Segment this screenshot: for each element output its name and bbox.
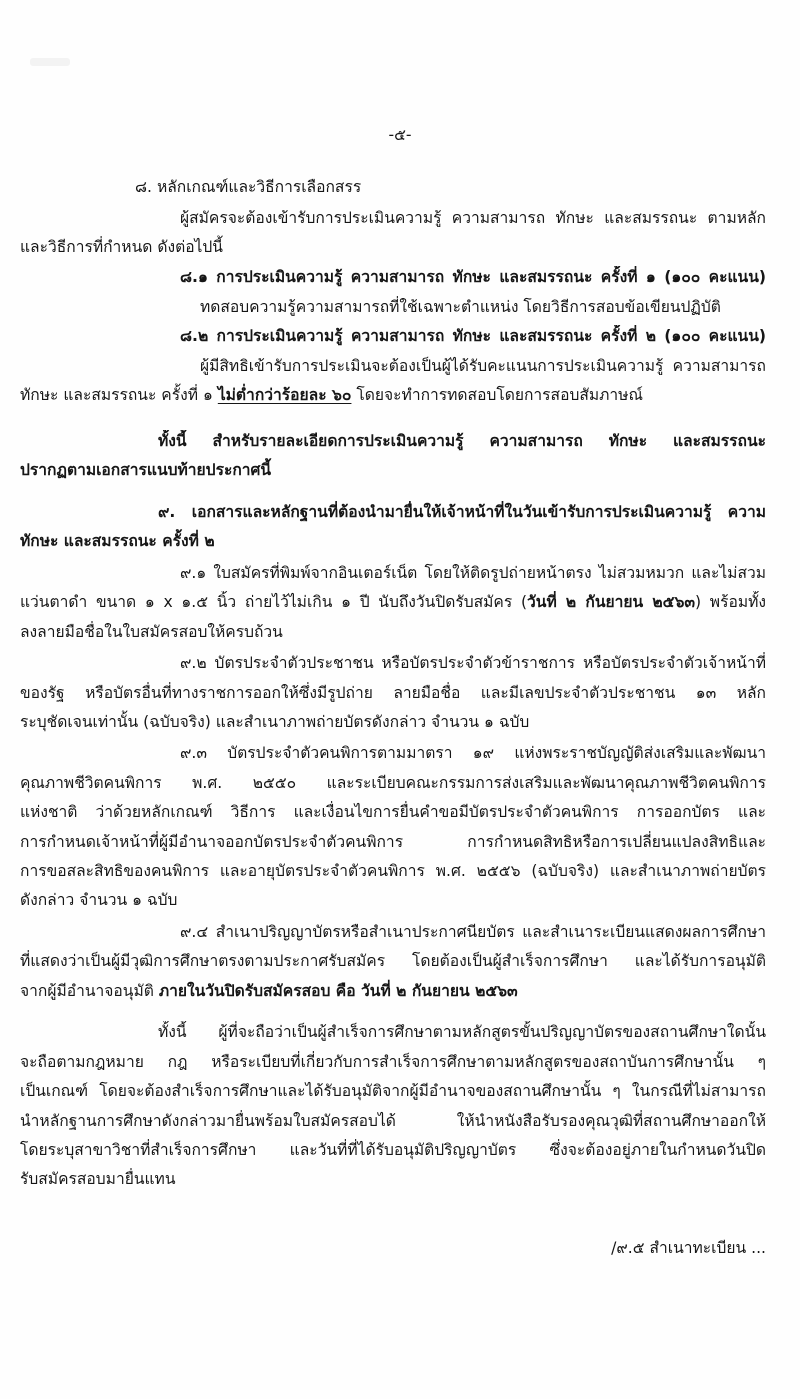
item-9-3-line3: แห่งชาติ ว่าด้วยหลักเกณฑ์ วิธีการ และเงื่อนไขการยื่นคำขอมีบัตรประจำตัวคนพิการ การออกบัตร และ xyxy=(20,803,766,821)
item-9-1-line1: ๙.๑ ใบสมัครที่พิมพ์จากอินเตอร์เน็ต โดยให้ติดรูปถ่ายหน้าตรง ไม่สวมหมวก และไม่สวม xyxy=(180,564,766,582)
section-8-heading: ๘. หลักเกณฑ์และวิธีการเลือกสรร xyxy=(135,178,362,196)
graduation-note-line6: รับสมัครสอบมายื่นแทน xyxy=(20,1170,176,1188)
item-9-4-line3 xyxy=(20,980,518,1002)
subsection-8-2-heading: ๘.๒ การประเมินความรู้ ความสามารถ ทักษะ และสมรรถนะ ครั้งที่ ๒ (๑๐๐ คะแนน) xyxy=(180,327,766,345)
item-9-2-line1: ๙.๒ บัตรประจำตัวประชาชน หรือบัตรประจำตัวข้าราชการ หรือบัตรประจำตัวเจ้าหน้าที่ xyxy=(180,654,766,672)
graduation-note-line4: นำหลักฐานการศึกษาดังกล่าวมายื่นพร้อมใบสมัครสอบได้ ให้นำหนังสือรับรองคุณวุฒิที่สถานศึกษาออกให้ xyxy=(20,1112,766,1130)
item-9-1-line3: ลงลายมือชื่อในใบสมัครสอบให้ครบถ้วน xyxy=(20,623,283,641)
section-8-note-line2: ปรากฏตามเอกสารแนบท้ายประกาศนี้ xyxy=(20,461,272,479)
subsection-8-2-text-b: โดยจะทำการทดสอบโดยการสอบสัมภาษณ์ xyxy=(351,386,643,404)
item-9-3-line5: การขอสละสิทธิของคนพิการ และอายุบัตรประจำตัวคนพิการ พ.ศ. ๒๕๕๖ (ฉบับจริง) และสำเนาภาพถ่ายบัตร xyxy=(20,862,766,880)
section-9-heading-line1: ๙. เอกสารและหลักฐานที่ต้องนำมายื่นให้เจ้าหน้าที่ในวันเข้ารับการประเมินความรู้ ความ xyxy=(158,503,766,521)
section-8-intro-line1: ผู้สมัครจะต้องเข้ารับการประเมินความรู้ ความสามารถ ทักษะ และสมรรถนะ ตามหลัก xyxy=(180,209,766,227)
item-9-1-text-c: ) พร้อมทั้ง xyxy=(695,593,766,611)
graduation-note-line2: จะถือตามกฎหมาย กฎ หรือระเบียบที่เกี่ยวกับการสำเร็จการศึกษาตามหลักสูตรของสถาบันการศึกษานั้น ๆ xyxy=(20,1053,766,1071)
section-8-intro-line2: และวิธีการที่กำหนด ดังต่อไปนี้ xyxy=(20,238,223,256)
subsection-8-2-text-a: ทักษะ และสมรรถนะ ครั้งที่ ๑ xyxy=(20,386,218,404)
graduation-note-line5: โดยระบุสาขาวิชาที่สำเร็จการศึกษา และวันที่ที่ได้รับอนุมัติปริญญาบัตร ซึ่งจะต้องอยู่ภายในกำหนดวันปิด xyxy=(20,1141,766,1159)
item-9-1-text-a: แว่นตาดำ ขนาด ๑ x ๑.๕ นิ้ว ถ่ายไว้ไม่เกิน ๑ ปี นับถึงวันปิดรับสมัคร ( xyxy=(20,593,528,611)
section-9-heading-line2: ทักษะ และสมรรถนะ ครั้งที่ ๒ xyxy=(20,532,215,550)
item-9-3-line2: คุณภาพชีวิตคนพิการ พ.ศ. ๒๕๕๐ และระเบียบคณะกรรมการส่งเสริมและพัฒนาคุณภาพชีวิตคนพิการ xyxy=(20,774,766,792)
graduation-note-line1: ทั้งนี้ ผู้ที่จะถือว่าเป็นผู้สำเร็จการศึกษาตามหลักสูตรขั้นปริญญาบัตรของสถานศึกษาใดนั้น xyxy=(158,1023,766,1041)
graduation-note-line3: เป็นเกณฑ์ โดยจะต้องสำเร็จการศึกษาและได้รับอนุมัติจากผู้มีอำนาจของสถานศึกษานั้น ๆ ในกรณีที่ไม่สามารถ xyxy=(20,1082,766,1100)
item-9-1-deadline: วันที่ ๒ กันยายน ๒๕๖๓ xyxy=(527,593,695,611)
item-9-3-line4: การกำหนดเจ้าหน้าที่ผู้มีอำนาจออกบัตรประจำตัวคนพิการ การกำหนดสิทธิหรือการเปลี่ยนแปลงสิทธิและ xyxy=(20,833,766,851)
item-9-3-line6: ดังกล่าว จำนวน ๑ ฉบับ xyxy=(20,891,178,909)
subsection-8-1-text: ทดสอบความรู้ความสามารถที่ใช้เฉพาะตำแหน่ง โดยวิธีการสอบข้อเขียนปฏิบัติ xyxy=(200,298,721,316)
subsection-8-2-line2 xyxy=(20,384,643,406)
scan-artifact xyxy=(30,58,70,66)
item-9-4-deadline: ภายในวันปิดรับสมัครสอบ คือ วันที่ ๒ กันยายน ๒๕๖๓ xyxy=(158,982,518,1000)
item-9-2-line2: ของรัฐ หรือบัตรอื่นที่ทางราชการออกให้ซึ่งมีรูปถ่าย ลายมือชื่อ และมีเลขประจำตัวประชาชน ๑๓ หลัก xyxy=(20,684,766,702)
item-9-4-line1: ๙.๔ สำเนาปริญญาบัตรหรือสำเนาประกาศนียบัตร และสำเนาระเบียนแสดงผลการศึกษา xyxy=(180,923,766,941)
subsection-8-2-line1: ผู้มีสิทธิเข้ารับการประเมินจะต้องเป็นผู้ได้รับคะแนนการประเมินความรู้ ความสามารถ xyxy=(200,357,766,375)
item-9-4-text-a: จากผู้มีอำนาจอนุมัติ xyxy=(20,982,159,1000)
section-8-note-line1: ทั้งนี้ สำหรับรายละเอียดการประเมินความรู้ ความสามารถ ทักษะ และสมรรถนะ xyxy=(158,432,766,450)
item-9-3-line1: ๙.๓ บัตรประจำตัวคนพิการตามมาตรา ๑๙ แห่งพระราชบัญญัติส่งเสริมและพัฒนา xyxy=(180,744,766,762)
minimum-score-requirement: ไม่ต่ำกว่าร้อยละ ๖๐ xyxy=(217,386,352,404)
item-9-1-line2 xyxy=(20,591,766,613)
item-9-4-line2: ที่แสดงว่าเป็นผู้มีวุฒิการศึกษาตรงตามประกาศรับสมัคร โดยต้องเป็นผู้สำเร็จการศึกษา และได้รับการอนุมัติ xyxy=(20,952,766,970)
item-9-2-line3: ระบุชัดเจนเท่านั้น (ฉบับจริง) และสำเนาภาพถ่ายบัตรดังกล่าว จำนวน ๑ ฉบับ xyxy=(20,713,530,731)
subsection-8-1-heading: ๘.๑ การประเมินความรู้ ความสามารถ ทักษะ และสมรรถนะ ครั้งที่ ๑ (๑๐๐ คะแนน) xyxy=(180,268,766,286)
page-number: -๕- xyxy=(388,126,412,144)
continuation-marker: /๙.๕ สำเนาทะเบียน ... xyxy=(611,1239,766,1257)
